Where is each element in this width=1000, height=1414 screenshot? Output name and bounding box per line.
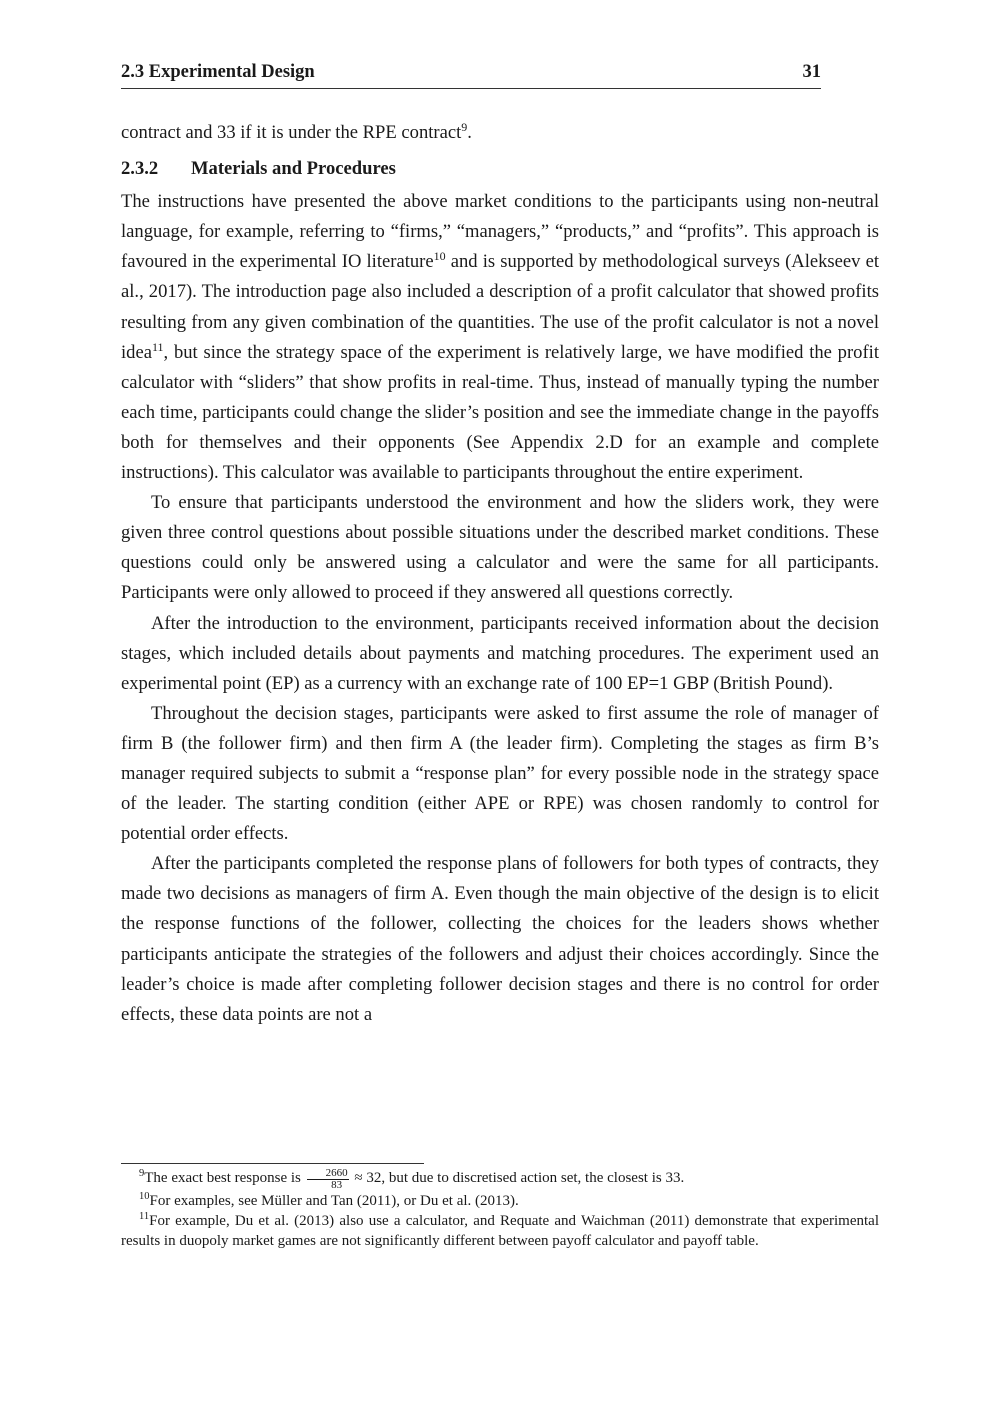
paragraph-3: After the introduction to the environment, participants received information about the decision stages, which included details about payments and matching procedures. The experiment used an experimental point (EP) as a currency with an exchange rate of 100 EP=1 GBP (British Pound). [121,612,879,694]
footnote-9 [121,1168,879,1191]
opening-line [121,118,879,148]
header-section-title: 2.3 Experimental Design [121,62,315,82]
footnote-9-before: The exact best response is [144,1170,305,1186]
paragraph-5: After the participants completed the response plans of followers for both types of contracts, they made two decisions as managers of firm A. Even though the main objective of the design is to elicit the response functions of the follower, collecting the choices for the leaders shows whether participants anticipate the strategies of the followers and adjust their choices accordingly. Since the leader’s choice is made after completing follower decision stages and there is no control for order effects, these data points are not a [121,853,879,1025]
fraction-numerator: 2660 [307,1168,349,1180]
footnote-10-mark: 10 [139,1191,150,1202]
subsection-heading [121,154,879,184]
footnote-10-text: For examples, see Müller and Tan (2011), or Du et al. (2013). [149,1193,519,1209]
fraction [307,1168,349,1191]
paragraph-1-part-c: , but since the strategy space of the experiment is relatively large, we have modified the profit calculator with “sliders” that show profits in real-time. Thus, instead of manually typing the number each time, participants could change the slider’s position and see the immediate change in the payoffs both for themselves and their opponents (See Appendix 2.D for an example and complete instructions). This calculator was available to participants throughout the entire experiment. [121,341,879,484]
subsection-number: 2.3.2 [121,158,159,180]
paragraph-2: To ensure that participants understood the environment and how the sliders work, they were given three control questions about possible situations under the described market conditions. These questions could only be answered using a calculator and were the same for all participants. Participants were only allowed to proceed if they answered all questions correctly. [121,492,879,604]
subsection-title: Materials and Procedures [191,158,396,180]
footnote-11 [121,1211,879,1251]
paragraph-1-part-a: The instructions have presented the above market conditions to the participants using non-neutral language, for example, referring to “firms,” “managers,” “products,” and “profits”. This approach is favoured in the experimental IO literature [121,191,879,273]
paragraph-1 [121,187,879,488]
footnotes [121,1168,879,1251]
footnote-11-text: For example, Du et al. (2013) also use a calculator, and Requate and Waichman (2011) demonstrate that experimental results in duopoly market games are not significantly different between payoff calculator and payoff table. [121,1213,879,1249]
footnote-11-mark: 11 [139,1211,150,1222]
footnote-ref-10[interactable]: 10 [433,249,446,264]
paragraph-4: Throughout the decision stages, participants were asked to first assume the role of manager of firm B (the follower firm) and then firm A (the leader firm). Completing the stages as firm B’s manager required subjects to submit a “response plan” for every possible node in the strategy space of the leader. The starting condition (either APE or RPE) was chosen randomly to control for potential order effects. [121,702,879,845]
footnote-rule [121,1163,424,1164]
footnote-ref-9[interactable]: 9 [461,120,468,134]
opening-text: contract and 33 if it is under the RPE contract [121,122,462,143]
footnote-9-after: ≈ 32, but due to discretised action set, the closest is 33. [350,1170,685,1186]
page-number: 31 [802,62,821,82]
footnote-9-mark: 9 [139,1168,145,1179]
footnote-ref-11[interactable]: 11 [151,339,164,354]
running-header [121,62,821,89]
paragraph-1-part-b: and is supported by methodological surveys (Alekseev et al., 2017). The introduction page also included a description of a profit calculator that showed profits resulting from any given combination of the quantities. The use of the profit calculator is not a novel idea [121,251,879,363]
fraction-denominator: 83 [331,1179,343,1191]
footnote-10 [121,1191,879,1211]
opening-end: . [467,122,472,143]
body-text [121,118,879,1030]
